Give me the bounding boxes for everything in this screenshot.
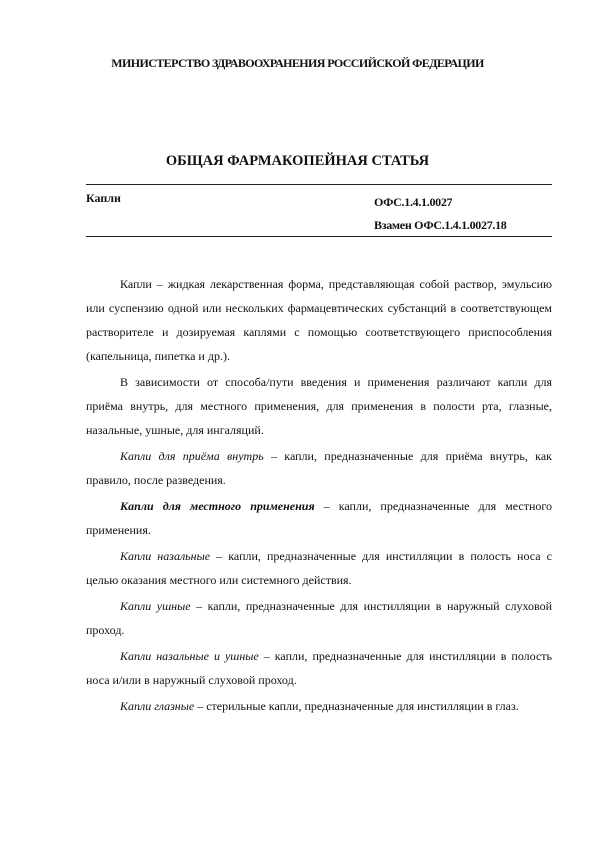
paragraph-eye-drops [86, 694, 552, 718]
paragraph-term: Капли для приёма внутрь [120, 449, 264, 463]
article-body [86, 272, 552, 718]
paragraph-ear-drops [86, 594, 552, 642]
paragraph-text: – капли, предназначенные для инстилляции в наружный слуховой проход. [86, 599, 552, 637]
paragraph-text: – капли, предназначенные для инстилляции в полость носа с целью оказания местного или системного действия. [86, 549, 552, 587]
paragraph-term: Капли для местного применения [120, 499, 315, 513]
article-name: Капли [86, 191, 121, 205]
paragraph-text: – капли, предназначенные для приёма внутрь, как правило, после разведения. [86, 449, 552, 487]
paragraph-text: – капли, предназначенные для местного применения. [86, 499, 552, 537]
bottom-rule [86, 236, 552, 237]
paragraph-nasal-ear-drops [86, 644, 552, 692]
paragraph-local-drops [86, 494, 552, 542]
paragraph-nasal-drops [86, 544, 552, 592]
paragraph-classification [86, 370, 552, 442]
paragraph-text: Капли – жидкая лекарственная форма, представляющая собой раствор, эмульсию или суспензию одной или нескольких фармацевтических субстанций в соответствующем растворителе и дозируемая каплями с помощью соответствующего приспособления (капельница, пипетка и др.). [86, 277, 552, 363]
paragraph-definition [86, 272, 552, 368]
paragraph-oral-drops [86, 444, 552, 492]
paragraph-text: – стерильные капли, предназначенные для инстилляции в глаз. [194, 699, 519, 713]
paragraph-text: – капли, предназначенные для инстилляции в полость носа и/или в наружный слуховой проход. [86, 649, 552, 687]
ministry-heading: МИНИСТЕРСТВО ЗДРАВООХРАНЕНИЯ РОССИЙСКОЙ ФЕДЕРАЦИИ [111, 56, 484, 70]
paragraph-term: Капли глазные [120, 699, 195, 713]
article-meta [374, 191, 507, 237]
paragraph-term: Капли назальные [120, 549, 211, 563]
article-replaces: Взамен ОФС.1.4.1.0027.18 [374, 218, 507, 232]
paragraph-term: Капли назальные и ушные [120, 649, 259, 663]
paragraph-text: В зависимости от способа/пути введения и применения различают капли для приёма внутрь, для местного применения, для применения в полости рта, глазные, назальные, ушные, для ингаляций. [86, 375, 552, 437]
article-code: ОФС.1.4.1.0027 [374, 195, 453, 209]
document-title: ОБЩАЯ ФАРМАКОПЕЙНАЯ СТАТЬЯ [165, 153, 430, 169]
paragraph-term: Капли ушные [120, 599, 191, 613]
top-rule [86, 184, 552, 185]
